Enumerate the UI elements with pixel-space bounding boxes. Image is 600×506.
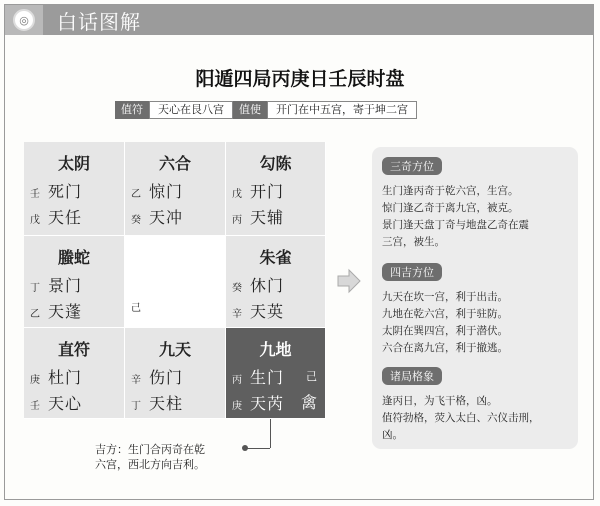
note-line: 吉方：生门合丙奇在乾 [95,443,205,456]
section-geju [382,365,574,444]
palace-stem: 乙 [30,309,40,320]
palace-door: 杜门 [48,368,83,387]
palace-kan [125,328,226,419]
palace-qian [226,328,326,419]
palace-stem: 丁 [30,283,40,294]
palace-stem: 丙 [232,375,242,386]
page-title: 阳遁四局丙庚日壬辰时盘 [195,68,405,90]
palace-kun [226,142,326,236]
palace-door: 休门 [250,276,285,295]
palace-star: 天芮 [250,394,285,413]
palace-stem: 癸 [232,283,242,294]
note-line: 六宫，西北方向吉利。 [95,458,205,471]
palace-dui [226,236,326,328]
palace-star: 天任 [48,208,83,227]
palace-star: 天英 [250,302,285,321]
palace-door: 生门 [250,368,285,387]
duty-shi-label: 值使 [233,101,267,119]
palace-li [125,142,226,236]
palace-stem: 戊 [30,215,40,226]
palace-god: 九地 [259,340,292,359]
duty-shi-value: 开门在中五宫，寄于坤二宫 [267,101,417,119]
palace-zhen [24,236,125,328]
palace-stem: 庚 [30,375,40,386]
palace-star: 天柱 [149,394,184,413]
palace-stem: 戊 [232,189,242,200]
duty-fu-value: 天心在艮八宫 [149,101,233,119]
section-sanqi [382,155,574,251]
duty-fu-label: 值符 [115,101,149,119]
logo-icon: ◎ [5,5,43,35]
callout-dot-icon [242,445,248,451]
palace-stem: 乙 [131,189,141,200]
palace-door: 惊门 [149,182,184,201]
text-line: 太阴在巽四宫，利于潜伏。 [382,325,508,337]
palace-god: 螣蛇 [57,248,90,267]
palace-extra-star: 禽 [300,393,317,412]
palace-star: 天冲 [149,208,184,227]
palace-center [125,236,226,328]
palace-stem: 丁 [131,401,141,412]
text-line: 九天在坎一宫，利于出击。 [382,291,508,303]
section-siji-title: 四吉方位 [382,263,442,281]
palace-star: 天心 [48,394,83,413]
text-line: 惊门逢乙奇于离九宫，被克。 [382,202,519,214]
text-line: 六合在离九宫，利于撤逃。 [382,342,508,354]
palace-god: 九天 [158,340,191,359]
palace-gen [24,328,125,419]
text-line: 凶。 [382,429,403,441]
palace-stem: 壬 [30,401,40,412]
section-header [5,5,593,35]
auspicious-note [95,442,205,472]
text-line: 生门逢丙奇于乾六宫，生宫。 [382,185,519,197]
palace-god: 太阴 [57,154,90,173]
text-line: 景门逢天盘丁奇与地盘乙奇在震 [382,219,529,231]
section-geju-title: 诸局格象 [382,367,442,385]
palace-god: 六合 [158,154,191,173]
duty-bar [115,101,417,119]
palace-door: 伤门 [149,368,184,387]
palace-door: 死门 [48,182,83,201]
palace-stem: 庚 [232,401,242,412]
palace-stem: 辛 [131,375,141,386]
palace-xun [24,142,125,236]
callout-line [246,448,270,449]
palace-door: 景门 [48,276,83,295]
text-line: 九地在乾六宫，利于驻防。 [382,308,508,320]
text-line: 逢丙日，为飞干格，凶。 [382,395,498,407]
palace-god: 勾陈 [259,154,292,173]
qimen-grid [24,142,326,419]
palace-stem: 辛 [232,309,242,320]
text-line: 值符勃格，荧入太白、六仪击刑， [382,412,540,424]
palace-stem: 癸 [131,215,141,226]
callout-line [270,419,271,448]
text-line: 三宫，被生。 [382,236,445,248]
palace-extra-stem: 己 [306,370,317,383]
header-title: 白话图解 [57,9,141,34]
palace-stem: 己 [131,303,141,314]
palace-god: 直符 [57,340,90,359]
arrow-right-icon [336,268,362,294]
section-sanqi-title: 三奇方位 [382,157,442,175]
palace-star: 天蓬 [48,302,83,321]
palace-god: 朱雀 [259,248,292,267]
palace-stem: 壬 [30,189,40,200]
palace-star: 天辅 [250,208,285,227]
analysis-panel [372,147,578,449]
palace-door: 开门 [250,182,285,201]
section-siji [382,261,574,357]
palace-stem: 丙 [232,215,242,226]
